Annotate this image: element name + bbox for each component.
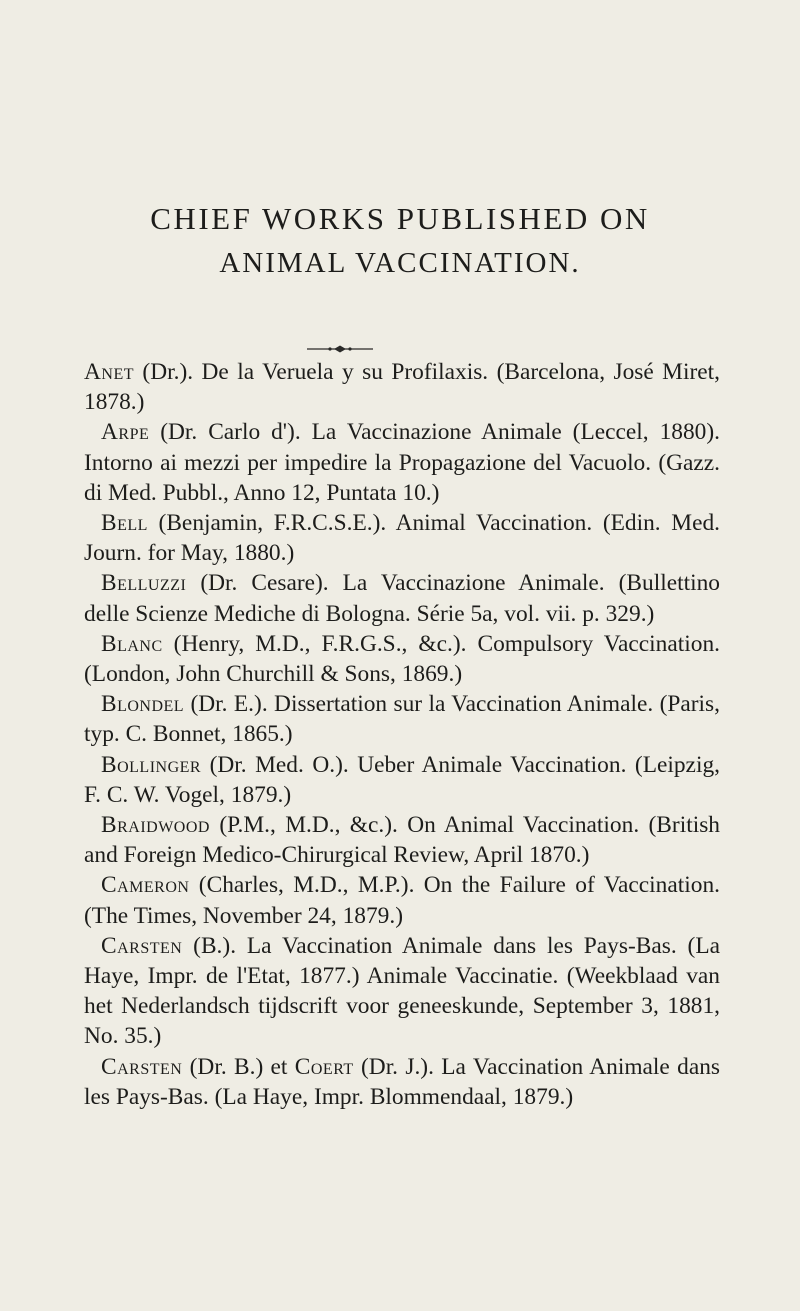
bibliography-entry-braidwood bbox=[84, 810, 720, 870]
bibliography-entry-cameron bbox=[84, 870, 720, 930]
bibliography-entry-bell bbox=[84, 508, 720, 568]
entry-coauthor: Coert bbox=[294, 1053, 354, 1080]
bibliography-entry-blanc bbox=[84, 629, 720, 689]
bibliography-entry-bollinger bbox=[84, 750, 720, 810]
entry-text: (Charles, M.D., M.P.). On the Failure of Vaccination. (The Times, November 24, 1879.) bbox=[84, 872, 720, 929]
ornament-divider-icon bbox=[307, 345, 373, 353]
entry-author: Bell bbox=[101, 510, 148, 537]
bibliography-entry-blondel bbox=[84, 689, 720, 749]
entry-author: Blanc bbox=[101, 630, 163, 657]
entry-text: (Dr. B.) et bbox=[182, 1053, 295, 1080]
entry-author: Anet bbox=[84, 359, 134, 385]
entry-text: (Henry, M.D., F.R.G.S., &c.). Compulsory Vaccination. (London, John Churchill & Sons, 1869.) bbox=[84, 630, 720, 688]
entry-text: (Dr. Cesare). La Vaccinazione Animale. (Bullettino delle Scienze Mediche di Bologna. Série 5a, vol. vii. p. 329.) bbox=[84, 570, 720, 627]
entry-author: Carsten bbox=[101, 1053, 183, 1080]
entry-text: (Benjamin, F.R.C.S.E.). Animal Vaccination. (Edin. Med. Journ. for May, 1880.) bbox=[84, 510, 720, 567]
title-line-1: CHIEF WORKS PUBLISHED ON bbox=[150, 201, 650, 236]
entry-text: (P.M., M.D., &c.). On Animal Vaccination. (British and Foreign Medico-Chirurgical Review, April 1870.) bbox=[84, 812, 720, 869]
entry-author: Arpe bbox=[101, 419, 150, 446]
entry-text: (Dr. Carlo d'). La Vaccinazione Animale (Leccel, 1880). Intorno ai mezzi per impedire la Propagazione del Vacuolo. (Gazz. di Med. Pubbl., Anno 12, Puntata 10.) bbox=[84, 419, 720, 506]
entry-author: Cameron bbox=[101, 872, 190, 899]
entry-author: Bollinger bbox=[101, 751, 202, 778]
bibliography-entry-anet bbox=[84, 357, 720, 417]
entry-author: Carsten bbox=[101, 932, 183, 959]
bibliography-entry-belluzzi bbox=[84, 568, 720, 628]
entry-text: (B.). La Vaccination Animale dans les Pays-Bas. (La Haye, Impr. de l'Etat, 1877.) Animale Vaccinatie. (Weekblaad van het Nederlandsch tijdscrift voor geneeskunde, September 3, 1881, No. 35.) bbox=[84, 932, 720, 1050]
entry-author: Belluzzi bbox=[101, 570, 187, 597]
entry-text-continued: (Dr. J.). La Vaccination Animale dans les Pays-Bas. (La Haye, Impr. Blommendaal, 1879.) bbox=[84, 1053, 721, 1110]
bibliography-entry-carsten bbox=[84, 931, 720, 1052]
entry-author: Blondel bbox=[101, 691, 185, 718]
title-line-2: ANIMAL VACCINATION. bbox=[219, 247, 581, 279]
bibliography-entry-arpe bbox=[84, 417, 720, 508]
entry-author: Braidwood bbox=[101, 812, 210, 839]
bibliography-list bbox=[84, 357, 720, 1112]
entry-text: (Dr.). De la Veruela y su Profilaxis. (Barcelona, José Miret, 1878.) bbox=[84, 359, 720, 416]
entry-text: (Dr. Med. O.). Ueber Animale Vaccination. (Leipzig, F. C. W. Vogel, 1879.) bbox=[84, 751, 720, 808]
bibliography-entry-carsten-coert bbox=[84, 1052, 720, 1112]
page-title bbox=[0, 197, 800, 285]
entry-text: (Dr. E.). Dissertation sur la Vaccination Animale. (Paris, typ. C. Bonnet, 1865.) bbox=[84, 691, 720, 748]
